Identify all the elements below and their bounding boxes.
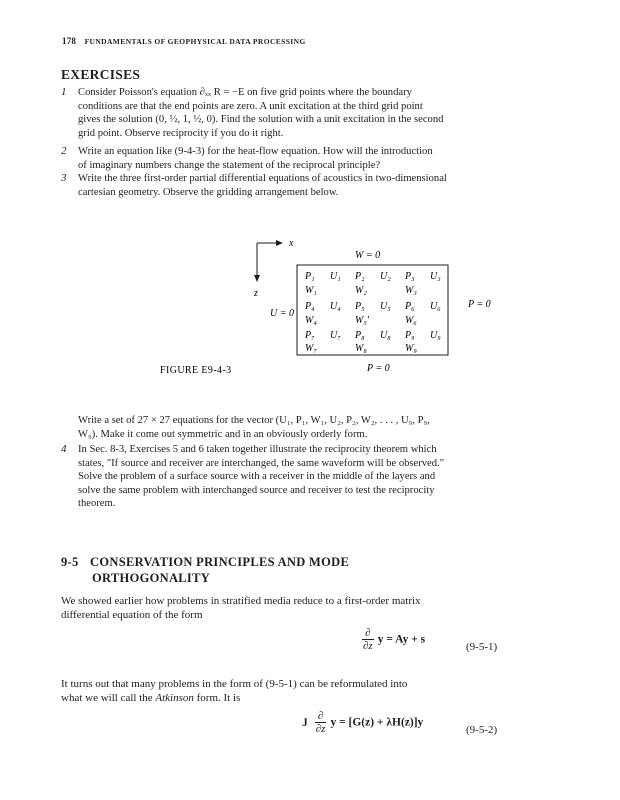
dz-symbol: ∂z <box>315 723 326 735</box>
figure-caption: FIGURE E9-4-3 <box>160 365 232 376</box>
grid-node: U₄ <box>330 301 341 312</box>
left-boundary-label: U = 0 <box>270 308 294 319</box>
text-line: grid point. Observe reciprocity if you do it right. <box>78 127 284 139</box>
grid-node: U₂ <box>380 271 391 282</box>
text-line: theorem. <box>78 498 116 510</box>
grid-node: W₁ <box>305 285 317 296</box>
equation-rhs: y = Ay + s <box>377 633 426 646</box>
grid-node: U₈ <box>380 330 391 341</box>
grid-node: W₉ <box>405 343 417 354</box>
exercise-number: 4 <box>61 443 67 455</box>
atkinson-italic: Atkinson <box>155 692 194 705</box>
grid-node: P₅ <box>355 301 365 312</box>
text-line: Write the three first-order partial differential equations of acoustics in two-dimensional <box>78 173 447 184</box>
dz-symbol: ∂z <box>363 640 373 652</box>
text-line: Consider Poisson's equation ∂ₓₓ R = −E on five grid points where the boundary <box>78 87 412 98</box>
equation-rhs: y = [G(z) + λH(z)]y <box>330 716 424 729</box>
grid-node: P₇ <box>305 330 315 341</box>
bottom-boundary-label: P = 0 <box>367 363 390 374</box>
page-number: 178 <box>62 36 77 46</box>
grid-node: P₃ <box>405 271 415 282</box>
partial-symbol: ∂ <box>365 627 371 639</box>
grid-node: P₁ <box>305 271 315 282</box>
text-line: We showed earlier how problems in stratified media reduce to a first-order matrix <box>61 595 421 607</box>
exercise-number: 3 <box>61 172 67 184</box>
partial-symbol: ∂ <box>317 710 324 722</box>
grid-node: U₉ <box>430 330 441 341</box>
grid-box <box>297 265 448 355</box>
top-boundary-label: W = 0 <box>355 250 381 261</box>
grid-node: P₈ <box>355 330 365 341</box>
text-run: what we will call the <box>61 692 156 705</box>
section-title-line2: ORTHOGONALITY <box>92 571 211 585</box>
text-run: form. It is <box>193 692 241 705</box>
grid-node: P₉ <box>405 330 415 341</box>
section-title-line1: CONSERVATION PRINCIPLES AND MODE <box>90 555 350 569</box>
text-line: cartesian geometry. Observe the gridding arrangement below. <box>78 186 339 198</box>
grid-node: W₈ <box>355 343 367 354</box>
exercise-number: 2 <box>61 145 67 157</box>
text-line: gives the solution (0, ½, 1, ½, 0). Find the solution with a unit excitation in the second <box>78 114 444 126</box>
equation-label: (9-5-2) <box>466 724 498 736</box>
text-line: In Sec. 8-3, Exercises 5 and 6 taken together illustrate the reciprocity theorem which <box>78 444 437 455</box>
grid-node: W₃ <box>405 285 417 296</box>
section-paragraph-2 <box>61 677 501 705</box>
axis-x-label: x <box>289 238 294 249</box>
grid-node: W₄ <box>305 315 317 326</box>
grid-node: W₇ <box>305 343 317 354</box>
right-boundary-label: P = 0 <box>468 299 491 310</box>
grid-node: P₄ <box>305 301 315 312</box>
matrix-j: J <box>302 716 308 729</box>
grid-node: W₆ <box>405 315 417 326</box>
text-line: states, "If source and receiver are interchanged, the same waveform will be observed." <box>78 457 445 469</box>
grid-node: U₅ <box>380 301 391 312</box>
text-line: conditions are that the end points are zero. A unit excitation at the third grid point <box>78 100 423 112</box>
equation-9-5-2 <box>302 710 423 735</box>
text-line: Write an equation like (9-4-3) for the heat-flow equation. How will the introduction <box>78 146 433 157</box>
derivative-fraction <box>315 710 327 735</box>
grid-node: W₅' <box>355 315 369 326</box>
text-line: differential equation of the form <box>61 609 203 622</box>
grid-node: U₁ <box>330 271 341 282</box>
grid-node: U₆ <box>430 301 441 312</box>
grid-node: P₂ <box>355 271 365 282</box>
exercises-heading: EXERCISES <box>61 67 141 82</box>
section-paragraph-1 <box>61 594 501 622</box>
text-line: of imaginary numbers change the statement of the reciprocal principle? <box>78 159 381 171</box>
grid-node: W₂ <box>355 285 367 296</box>
exercise-3-continuation <box>78 414 500 441</box>
grid-node: U₃ <box>430 271 441 282</box>
text-line <box>61 691 501 705</box>
section-number: 9-5 <box>61 555 79 569</box>
text-line: solve the same problem with interchanged source and receiver to test the reciprocity <box>78 484 435 496</box>
text-line: It turns out that many problems in the form of (9-5-1) can be reformulated into <box>61 678 408 690</box>
equation-label: (9-5-1) <box>466 641 498 653</box>
exercise-4-text <box>78 443 500 511</box>
axis-z-label: z <box>254 288 258 299</box>
text-line: Solve the problem of a surface source with a receiver in the middle of the layers and <box>78 471 436 483</box>
exercise-number: 1 <box>61 86 67 98</box>
text-line: W₉). Make it come out symmetric and in an obviously orderly form. <box>78 428 368 440</box>
axes-icon <box>254 240 283 282</box>
running-title: FUNDAMENTALS OF GEOPHYSICAL DATA PROCESSING <box>84 37 306 46</box>
text-line: Write a set of 27 × 27 equations for the vector (U₁, P₁, W₁, U₂, P₂, W₂, . . . , U₉, P₉, <box>78 415 430 426</box>
grid-node: P₆ <box>405 301 415 312</box>
section-heading <box>61 555 349 570</box>
derivative-fraction <box>362 627 374 652</box>
equation-9-5-1 <box>362 627 425 652</box>
grid-node: U₇ <box>330 330 341 341</box>
